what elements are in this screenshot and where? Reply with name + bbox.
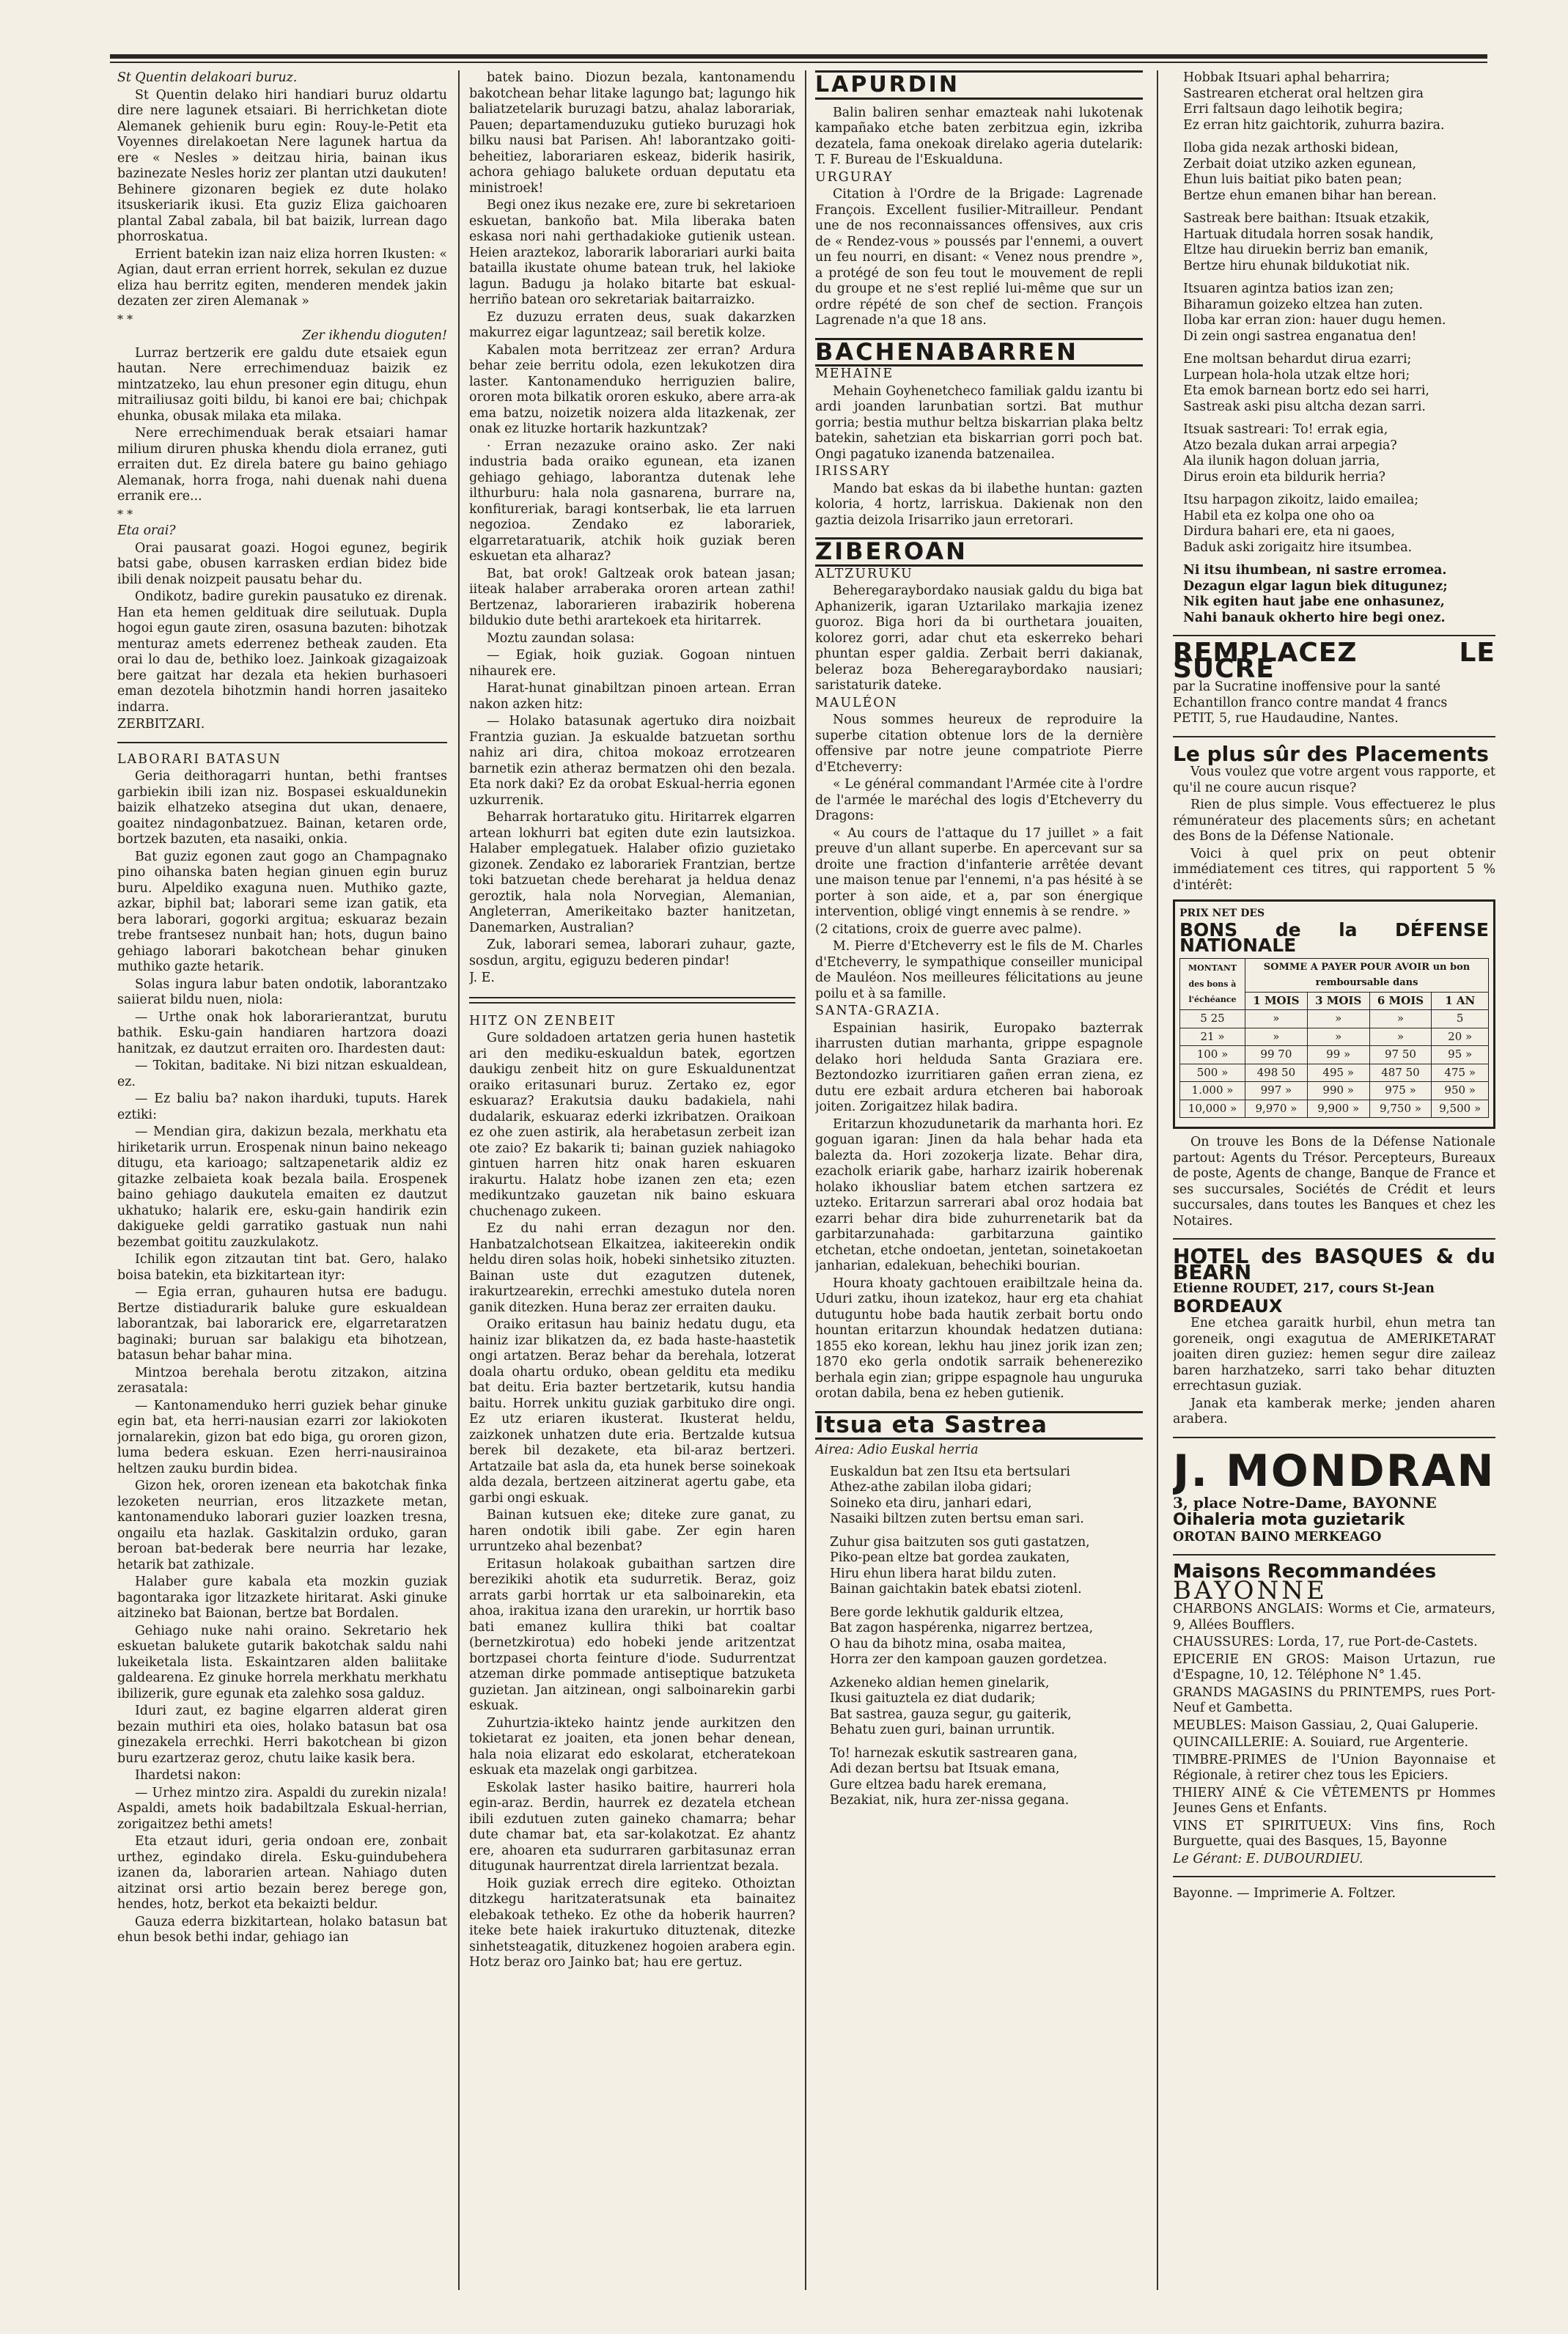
top-rule [110,54,1487,59]
ad-headline: REMPLACEZ LE SUCRE [1173,638,1495,684]
column-3 [815,70,1143,1816]
section-heading: LAPURDIN [815,72,960,97]
subsection-heading: ALTZURUKU [815,566,913,581]
table-cell: » [1245,1010,1308,1028]
table-cell: 487 50 [1369,1064,1432,1082]
paragraph: — Egiak, hoik guziak. Gogoan nintuen nihaurek ere. [469,648,795,679]
paragraph: Geria deithoragarri huntan, bethi frantses garbiekin ibili izan niz. Bospasei eskualdunekin baizik elhatzeko atsegina dut ukan, denaere, goaitez nindagonbatzuez. Bainan, ketaren orde, bortzek bazuten, eta nasaiki, onkia. [117,769,447,847]
paragraph: Bainan kutsuen eke; diteke zure ganat, zu haren ondotik ibili gabe. Zer egin haren urruntzeko ahal bezenbat? [469,1508,795,1554]
table-cell: » [1369,1010,1432,1028]
ad-city: BORDEAUX [1173,1295,1283,1317]
paragraph: Ez du nahi erran dezagun nor den. Hanbatzalchotsean Elkaitzea, iakiteerekin ondik heldu diren solas hoik, hobeki sinhetsiko zituzten. Bainan uste dut ezagutzen dutenek, irakurtzearekin, errechki amestuko dutela noren ganik ditezken. Huna beraz zer erraiten dauku. [469,1221,795,1315]
article-title: Eta orai? [117,523,176,538]
article-title: HITZ ON ZENBEIT [469,1013,616,1028]
paragraph: Mando bat eskas da bi ilabethe huntan: gazten koloria, 4 hortz, larriskua. Dakienak non den gaztia deizola Irisarriko jaun erretorari. [815,481,1143,528]
paragraph: — Urhez mintzo zira. Aspaldi du zurekin nizala! Aspaldi, amets hoik badabiltzala Eskual-herrian, zorigaitzez bethi amets! [117,1785,447,1832]
table-cell: 990 » [1307,1082,1369,1100]
paragraph: On trouve les Bons de la Défense Nationale partout: Agents du Trésor. Percepteurs, Bureaux de poste, Agents de change, Banque de France et ses succursales, Sociétés de Crédit et leurs succursales, dans toutes les Banques et chez les Notaires. [1173,1135,1495,1229]
section-header-box [815,70,1143,100]
column-divider [458,70,460,2290]
bons-title: BONS de la DÉFENSE NATIONALE [1179,918,1489,956]
table-row [1180,1082,1489,1100]
subsection-heading: MEHAINE [815,367,894,381]
section-header-box [815,1411,1143,1440]
paragraph: St Quentin delako hiri handiari buruz oldartu dire nere lagunek etsaiari. Bi herrichketan diote Alemanek gehienik buru egin: Rouy-le-Petit eta Voyennes direlakoetan Nere lagunek hartua da ere « Nesles » deitzau hiria, bainan ikus bazinezate Nesles horiz zer plantan utzi daukuten! Behinere gizonaren begiek ez dute holako itsuskeriarik ikusi. Eta guziz Eliza gaichoaren plantal Zabal zabala, bil bat baizik, lurrean dago phorroskatua. [117,87,447,244]
paragraph: Gehiago nuke nahi oraino. Sekretario hek eskuetan balukete gutarik bakotchak saldu nahi lukeiketala lista. Eskaintzaren alden baliitake galdearena. Ez ginuke horrela merkhatu merkhatu ibilizerik, gure egunak eta zalehko sosa galduz. [117,1623,447,1701]
paragraph: Iduri zaut, ez bagine elgarren alderat giren bezain muthiri eta oies, holako batasun bat osa ginezakela errechki. Herri bakotchean bi gizon buru ezartzeraz geroz, chutu laike kasik bera. [117,1704,447,1766]
table-header: 1 MOIS [1245,992,1308,1010]
ad-headline: Maisons Recommandées [1173,1561,1437,1583]
paragraph: Janak eta kamberak merke; jenden aharen arabera. [1173,1396,1495,1426]
table-cell: » [1307,1010,1369,1028]
subsection-heading: SANTA-GRAZIA. [815,1004,941,1018]
paragraph: Beharrak hortaratuko gitu. Hiritarrek elgarren artean lokhurri bat egiten dute ezin lautsizkoa. Halaber emplegatuek. Halaber ofizio guzietako gizonek. Zendako ez laborariek Frantzian, bertze toki batzuetan chede bereharat ja heldua denaz geroztik, hala nola Norvegian, Alemanian, Angleterran, Amerikeitako bazter hanitzetan, Danemarken, Australian? [469,810,795,935]
divider [1173,1876,1495,1877]
divider [469,997,795,1004]
column-divider [805,70,806,2290]
table-row [1180,1100,1489,1118]
table-cell: 975 » [1369,1082,1432,1100]
table-cell: 95 » [1432,1046,1489,1064]
column-divider [1157,70,1158,2290]
ad-city: BAYONNE [1173,1575,1328,1605]
verse: Zuhur gisa baitzuten sos guti gastatzen, Piko-pean eltze bat gordea zaukaten, Hiru ehun libera harat bildu zuten. Bainan gaichtakin batek ebatsi ziotenl. [830,1534,1090,1597]
table-cell: 1.000 » [1180,1082,1245,1100]
table-row [1180,1010,1489,1028]
verse: Iloba gida nezak arthoski bidean, Zerbait doiat utziko azken egunean, Ehun luis baitiat piko baten pean; Bertze ehun emanen bihar han berean. [1183,141,1437,203]
directory-entry: EPICERIE EN GROS: Maison Urtazun, rue d'Espagne, 10, 12. Téléphone N° 1.45. [1173,1652,1495,1682]
verse: Itsuak sastreari: To! errak egia, Atzo bezala dukan arrai arpegia? Ala ilunik hagon doluan jarria, Dirus eroin eta bildurik herria? [1183,422,1397,485]
gerant-line: Le Gérant: E. DUBOURDIEU. [1173,1851,1363,1866]
table-cell: 498 50 [1245,1064,1308,1082]
table-cell: » [1245,1028,1308,1046]
section-header-box [815,537,1143,567]
paragraph: — Ez baliu ba? nakon iharduki, tuputs. Harek eztiki: [117,1091,447,1122]
table-cell: 495 » [1307,1064,1369,1082]
ad-address: 3, place Notre-Dame, BAYONNE [1173,1493,1437,1512]
paragraph: Mehain Goyhenetcheco familiak galdu izantu bi ardi joanden larunbatian sortzi. Bat muthur gorria; bestia muthur beltza biskarrian plaka beltz batekin, sahetzian eta biskarrian gorri poch bat. Ongi pagatuko izanenda batzenailea. [815,383,1143,462]
table-cell: » [1307,1028,1369,1046]
table-cell: 997 » [1245,1082,1308,1100]
paragraph: « Au cours de l'attaque du 17 juillet » a fait preuve d'un allant superbe. En apercevant sur sa droite une fraction d'infanterie arrêtée devant une maison tenue par l'ennemi, n'a pas hésité à se porter à son aide, et a, par son énergique intervention, obligé vingt ennemis à se rendre. » [815,825,1143,919]
paragraph: — Egia erran, guhauren hutsa ere badugu. Bertze distiadurarik baluke gure eskualdean laborantzak, bai laborarick ere, elgarretaratzen baginaki; buruan sar balakigu eta bihotzean, batasun behar bahar mina. [117,1285,447,1363]
directory-entry: CHARBONS ANGLAIS: Worms et Cie, armateurs, 9, Allées Boufflers. [1173,1602,1495,1632]
ad-text: par la Sucratine inoffensive pour la santé Echantillon franco contre mandat 4 francs PETIT, 5, rue Haudaudine, Nantes. [1173,680,1448,726]
directory-entry: MEUBLES: Maison Gassiau, 2, Quai Galuperie. [1173,1718,1479,1733]
paragraph: Eskolak laster hasiko baitire, haurreri hola egin-araz. Berdin, haurrek ez dezatela etchean ibili ezdutuen zuten gaineko chamarra; behar dute chamar bat, eta sar-kolakotzat. Ez ahantz ere, ahoaren eta sudurraren garbitasunaz erran ditugunak haurrentzat direla larrientzat bezala. [469,1780,795,1874]
paragraph: — Urthe onak hok laborarierantzat, burutu bathik. Esku-gain handiaren hartzora doazi hanitzak, ez dautzut erraiten oro. Ihardesten daut: [117,1009,447,1056]
ad-headline: Le plus sûr des Placements [1173,741,1489,766]
table-cell: 21 » [1180,1028,1245,1046]
table-cell: 9,900 » [1307,1100,1369,1118]
paragraph: Balin baliren senhar emazteak nahi lukotenak kampañako etche baten zerbitzua egin, izkriba dezatela, fama onekoak direlako ageria dutelarik: T. F. Bureau de l'Eskualduna. [815,105,1143,167]
divider [1173,736,1495,737]
ad-subline: Etienne ROUDET, 217, cours St-Jean [1173,1281,1435,1296]
paragraph: Eritarzun khozudunetarik da marhanta hori. Ez goguan igaran: Jinen da hala behar hada eta balezta da. Hori zozokerja lizate. Behar dira, ezacholk eriarik gabe, harharz izairik hoberenak holako ikhousliar batem etchen sartzera ez uzteko. Eritarzun sarrerari abal oroz hodaia bat ezarri behar dira bide zuhurrenetarik bat da garbitarzunahada: garbitarzuna gaintiko etchetan, etche ondoetan, jentetan, soinetakoetan janharian, edalekuan, behechiki bourian. [815,1116,1143,1273]
table-cell: 100 » [1180,1046,1245,1064]
table-cell: 5 25 [1180,1010,1245,1028]
verse: Euskaldun bat zen Itsu eta bertsulari Athez-athe zabilan iloba gidari; Soineko eta diru, janhari edari, Nasaiki biltzen zuten bertsu eman sari. [830,1464,1084,1526]
paragraph: Nere errechimenduak berak etsaiari hamar milium diruren phuska khendu diola erranez, guti erraiten dut. Ez direla batere gu baino gehiago Alemanak, horra froga, nahi duenak nahi duena erranik ere... [117,426,447,504]
article-title: LABORARI BATASUN [117,751,281,767]
verse: Sastreak bere baithan: Itsuak etzakik, Hartuak ditudala horren sosak handik, Eltze hau diruekin berriz ban emanik, Bertze hiru ehunak bildukotiat nik. [1183,211,1434,273]
ad-subline: OROTAN BAINO MERKEAGO [1173,1529,1382,1545]
directory-entry: GRANDS MAGASINS du PRINTEMPS, rues Port-Neuf et Gambetta. [1173,1685,1495,1715]
poem-air: Airea: Adio Euskal herria [815,1443,979,1457]
paragraph: Oraiko eritasun hau bainiz hedatu dugu, eta hainiz izar blikatzen da, ez bada haste-haastetik ongi artatzen. Beraz behar da berehala, lotzerat doala ohartu orduko, obean gelditu eta mediku bat deitu. Eria bazter bertzetarik, kutsu handia baitu. Horrek unkitu guziak garbituko dire ongi. Ez utz eriaren ikusterat. Ikusterat heldu, zaizkonek unhatzen dute eria. Bertzalde kutsua berek bil dezakete, eta bil-araz bertzeri. Artatzaile bat asla da, eta hunek berse soinekoak alda dezala, bertzeen aitzinerat agertu gabe, eta garbi ongi eskuak. [469,1317,795,1506]
paragraph: Kabalen mota berritzeaz zer erran? Ardura behar zeie berritu odola, ezen lekukotzen dira laster. Kantonamenduko herriguzien balire, ororen mota bilkatik ororen eskuko, abere arra-ak ema batzu, noizetik noizera alda litazkenak, zer onak ez lituzke hortarik hazkuntzak? [469,342,795,436]
verse: To! harnezak eskutik sastrearen gana, Adi dezan bertsu bat Itsuak emana, Gure eltzea badu harek eremana, Bezakiat, nik, hura zer-nissa gegana. [830,1745,1078,1808]
paragraph: Vous voulez que votre argent vous rapporte, et qu'il ne coure aucun risque? [1173,765,1495,795]
table-header: 6 MOIS [1369,992,1432,1010]
divider [1173,635,1495,636]
paragraph: Mintzoa berehala berotu zitzakon, aitzina zerasatala: [117,1365,447,1396]
paragraph: Eta etzaut iduri, geria ondoan ere, zonbait urthez, egindako direla. Esku-guindubehera izanen da, laborarien artean. Nahiago duten aitzinat orsi artio bezain berez berege gon, hendes, hotz, berkot eta bekaizti beldur. [117,1834,447,1912]
paragraph: Zuhurtzia-ikteko haintz jende aurkitzen den tokietarat ez joaiten, eta jonen behar denean, hala noia elizarat edo eskolarat, etcheratekoan eskuak eta mazelak ongi garbitzea. [469,1715,795,1778]
directory-list [1173,1602,1495,1850]
paragraph: Bat guziz egonen zaut gogo an Champagnako pino oihanska baten hegian ginuen egin buruz buru. Alpeldiko exaguna nuen. Muthiko gazte, azkar, biphil bat; laborari seme izan gatik, eta bera laborari, gogorki argitua; eskuaraz bezain trebe frantsesez nunbait han; hots, dugun baino gehiago laborari bakotchean behar ginuken muthiko gazte hetarik. [117,849,447,974]
table-cell: 10,000 » [1180,1100,1245,1118]
poem [815,1465,1143,1809]
article-signature: J. E. [469,971,495,985]
column-1 [117,70,447,1948]
paragraph: Rien de plus simple. Vous effectuerez le plus rémunérateur des placements sûrs; en achetant des Bons de la Défense Nationale. [1173,798,1495,844]
paragraph: Harat-hunat ginabiltzan pinoen artean. Erran nakon azken hitz: [469,681,795,712]
paragraph: Ondikotz, badire gurekin pausatuko ez direnak. Han eta hemen geldituak dire seilutuak. Dupla hogoi egun gaute ziren, osasuna bazuten: bihotzak menturaz amets ederrenez betheak zauden. Eta orai lo dau de, bethiko loez. Jainkoak gizagaizoak bere gaitzat har dezala eta hekien burhasoeri eman dezotela bihotzmin handi horren jasaiteko indarra. [117,589,447,715]
verse: Itsuaren agintza batios izan zen; Biharamun goizeko eltzea han zuten. Iloba kar erran zion: hauer dugu hemen. Di zein ongi sastrea enganatua den! [1183,281,1446,344]
table-header: MONTANT des bons à l'échéance [1180,958,1245,1010]
section-header-box [815,338,1143,367]
paragraph: — Mendian gira, dakizun bezala, merkhatu eta hiriketarik urrun. Erospenak ninun baino nekeago ditugu, eta karioago; saltzapenetarik aldiz ez gitazke zelbaieta koak bezala baila. Erospenek baino gehiago daukutela emaiten ez dautzut ukhatuko; halarik ere, esku-gain handirik ezin dakigueke geldi garratiko gastuak nun nahi bezembat goititu zauzkulakotz. [117,1124,447,1250]
table-cell: 9,500 » [1432,1100,1489,1118]
verse: Hobbak Itsuari aphal beharrira; Sastrearen etcherat oral heltzen gira Erri faltsaun dago leihotik begira; Ez erran hitz gaichtorik, zuhurra bazira. [1183,70,1445,133]
paragraph: M. Pierre d'Etcheverry est le fils de M. Charles d'Etcheverry, le sympathique conseiller municipal de Mauléon. Nos meilleures félicitations au jeune poilu et à sa famille. [815,939,1143,1001]
ad-subline: Oihaleria mota guzietarik [1173,1511,1405,1529]
verse: Ni itsu ihumbean, ni sastre erromea. Dezagun elgar lagun biek ditugunez; Nik egiten haut jabe ene onhasunez, Nahi banauk okherto hire begi onez. [1183,563,1448,625]
bons-price-table [1179,958,1489,1119]
subsection-heading: URGURAY [815,169,894,185]
table-cell: 9,970 » [1245,1100,1308,1118]
paragraph: Hoik guziak errech dire egiteko. Othoiztan ditzkegu haritzateratsunak eta bainaitez elebakoak tetheko. Ez othe da hoberik haurren? iteke bete haiek irakurtuko dituztenak, ditezke sinhetsteagatik, dituzkenez hogoien arabera egin. Hotz beraz oro Jainko bat; hau ere gertuz. [469,1876,795,1970]
paragraph: Errient batekin izan naiz eliza horren Ikusten: « Agian, daut erran errient horrek, sekulan ez duzue eliza hau berritz egiten, menderen mendek jakin dezaten zer ziren Alemanak » [117,246,447,309]
article-signature: ZERBITZARI. [117,717,205,732]
paragraph: — Kantonamenduko herri guziek behar ginuke egin bat, eta herri-nausian ezarri zor lakiokoten jornalarekin, gizon bat edo biga, gu ororen gizon, luma bedera eskuan. Ezen herri-nausirainoa heltzen zauku burdin bidea. [117,1398,447,1476]
paragraph: Bat, bat orok! Galtzeak orok batean jasan; iiteak halaber arraberaka ororen artean zathi! Bertzenaz, laborarieren irabazirik hoberena bildukio dute bethi arartekoek eta hiritarrek. [469,566,795,628]
paragraph: Gure soldadoen artatzen geria hunen hastetik ari den mediku-eskualdun batek, egortzen daukigu zenbeit hitz on gure Eskualdunentzat oraiko eritasunari buruz. Zertako ez, egor eskuaraz? Erakutsia dauku badakiela, nahi dudalarik, eskuaraz ederki izkribatzen. Oraikoan ez ohe zuen astirik, ala herabetasun zerbeit izan ote zaio? Ez bakarik ti; bainan guziek nahiagoko gintuen harren hitz onak haren eskuaren irakurtu. Halatz hobe izanen zen eta; ezen medikuntzako gauzetan nik baino eskuara chuchenago zukeen. [469,1031,795,1219]
table-row [1180,1064,1489,1082]
table-row [1180,1028,1489,1046]
paragraph: Ihardetsi nakon: [135,1768,241,1783]
bons-prix-label: PRIX NET DES [1179,908,1265,919]
divider [1173,1238,1495,1240]
table-cell: 97 50 [1369,1046,1432,1064]
section-separator: * * [117,507,133,521]
table-header: SOMME A PAYER POUR AVOIR un bon remboursable dans [1245,958,1489,992]
paragraph: Ichilik egon zitzautan tint bat. Gero, halako boisa batekin, eta bizkitartean ityr: [117,1252,447,1283]
paragraph: Gizon hek, ororen izenean eta bakotchak finka lezoketen neurrian, eros litzazkete metan, kantonamenduko laborari guzier loazken tresna, ongailu eta hazlak. Gaskitalzin orduko, garan beroan bat-bederak bere neurria har lezake, hetarik bat zathizale. [117,1479,447,1572]
table-cell: 20 » [1432,1028,1489,1046]
paragraph: Ez duzuzu erraten deus, suak dakarzken makurrez eigar laguntzeaz; sail beretik kolze. [469,309,795,340]
paragraph: « Le général commandant l'Armée cite à l'ordre de l'armée le maréchal des logis d'Etcheverry du Dragons: [815,777,1143,823]
divider [1173,1437,1495,1438]
column-4 [1173,70,1495,1904]
bons-table-box [1173,899,1495,1129]
paragraph: Gauza ederra bizkitartean, holako batasun bat ehun besok bethi indar, gehiago ian [117,1914,447,1945]
verse: Bere gorde lekhutik galdurik eltzea, Bat zagon haspérenka, nigarrez bertzea, O hau da bihotz mina, osaba maitea, Horra zer den kampoan gauzen gordetzea. [830,1605,1108,1667]
section-heading: ZIBEROAN [815,537,968,565]
directory-entry: QUINCAILLERIE: A. Souiard, rue Argenterie. [1173,1735,1469,1750]
divider [1173,1554,1495,1556]
table-cell: 5 [1432,1010,1489,1028]
divider [117,742,447,743]
table-cell: 475 » [1432,1064,1489,1082]
paragraph: (2 citations, croix de guerre avec palme). [815,921,1082,937]
paragraph: Espainian hasirik, Europako bazterrak iharrusten dutian marhanta, grippe espagnole delako hori helduda Santa Graziara ere. Beztondozko izurritiaren gañen erran ziena, ez dutu ere ezbait ardura etcheren bai haboroak joiten. Zorigaitzez hilak badira. [815,1020,1143,1114]
verse: Itsu harpagon zikoitz, laido emailea; Habil eta ez kolpa one oho oa Dirdura bahari ere, eta ni gaoes, Baduk aski zorigaitz hire itsumbea. [1183,493,1419,555]
paragraph: — Holako batasunak agertuko dira noizbait Frantzia guzian. Ja eskualde batzuetan sorthu nahiz ari dira, chitoa mokoaz errotzearen barnetik ezin atheraz bermatzen ohi den bezala. Eta nork daki? Ez da orobat Eskual-herria egonen uzkurrenik. [469,714,795,808]
paragraph: Begi onez ikus nezake ere, zure bi sekretarioen eskuetan, bankoño bat. Mila liberaka baten eskasa nori nahi gerthadakioke gutienik ustean. Heien araztekoz, laborarik laborariari aurki baita batailla ikustate ohume batean truk, hel lakioke lagun. Badugu ja holako bitarte bat eskual-herriño batean oro sekretariak baitarraizko. [469,198,795,307]
paragraph: · Erran nezazuke oraino asko. Zer naki industria bada oraiko egunean, eta izanen gehiago gehiago, laborantza dutenak lehe ilthurburu: hala nola gasnarena, burrare na, konfitureriak, baragi kontserbak, lie eta larruen negozioa. Zendako ez laborariek, elgarretaratuarik, atchik hoik guziak beren eskuetan eta alharaz? [469,438,795,564]
ad-headline: J. MONDRAN [1173,1445,1495,1497]
table-cell: 99 70 [1245,1046,1308,1064]
directory-entry: CHAUSSURES: Lorda, 17, rue Port-de-Castets. [1173,1635,1478,1649]
paragraph: Zuk, laborari semea, laborari zuhaur, gazte, sosdun, argitu, egiguzu bederen pindar! [469,938,795,968]
printer-line: Bayonne. — Imprimerie A. Foltzer. [1173,1886,1396,1901]
directory-entry: THIERY AINÉ & Cie VÊTEMENTS pr Hommes Jeunes Gens et Enfants. [1173,1785,1495,1816]
table-cell: 99 » [1307,1046,1369,1064]
subsection-heading: IRISSARY [815,464,891,479]
paragraph: Solas ingura labur baten ondotik, laborantzako saiierat bildu nuen, niola: [117,976,447,1007]
paragraph: Nous sommes heureux de reproduire la superbe citation obtenue lors de la dernière offensive par notre jeune compatriote Pierre d'Etcheverry: [815,713,1143,775]
subsection-heading: MAULÉON [815,695,898,710]
table-cell: » [1369,1028,1432,1046]
table-cell: 950 » [1432,1082,1489,1100]
section-separator: * * [117,312,133,326]
poem-continued [1173,70,1495,626]
paragraph: Voici à quel prix on peut obtenir immédiatement ces titres, qui rapportent 5 % d'intérêt: [1173,846,1495,893]
paragraph: Beheregaraybordako nausiak galdu du biga bat Aphanizerik, igaran Uztarilako markajia izenez guoroz. Biga hori da bi ourthetara jouaiten, kolorez gorri, adar chut eta eskerreko behari phuntan esper galdia. Zerbait berri dakianak, beleraz boza Beheregaraybordako nausiari; saristaturik dateke. [815,584,1143,693]
paragraph: Halaber gure kabala eta mozkin guziak bagontaraka igor litzazkete hiritarat. Aski ginuke aitzineko bat Baionan, bertze bat Bordalen. [117,1575,447,1621]
table-header: 3 MOIS [1307,992,1369,1010]
verse: Azkeneko aldian hemen ginelarik, Ikusi gaituztela ez diat dudarik; Bat sastrea, gauza segur, gu gaiterik, Behatu zuen guri, bainan urruntik. [830,1675,1072,1737]
table-header: 1 AN [1432,992,1489,1010]
paragraph: Orai pausarat goazi. Hogoi egunez, begirik batsi gabe, obusen karrasken erdian bidez bide ibili denak noizpeit pausatu behar du. [117,540,447,587]
verse: Ene moltsan behardut dirua ezarri; Lurpean hola-hola utzak eltze hori; Eta emok barnean bortz edo sei harri, Sastreak aski pisu altcha dezan sarri. [1183,352,1429,414]
ad-headline: HOTEL des BASQUES & du BEARN [1173,1244,1495,1284]
column-2 [469,70,795,1973]
top-rule-thin [110,62,1487,63]
paragraph: — Tokitan, baditake. Ni bizi nitzan eskualdean, ez. [117,1059,447,1089]
table-row [1180,1046,1489,1064]
article-title: St Quentin delakoari buruz. [117,70,298,85]
poem-title: Itsua eta Sastrea [815,1411,1048,1438]
paragraph: Citation à l'Ordre de la Brigade: Lagrenade François. Excellent fusilier-Mitrailleur. Pendant une de nos reconnaissances offensives, aux cris de « Rendez-vous » poussés par l'ennemi, a ouvert un feu nourri, en disant: « Venez nous prendre », a protégé de son feu tout le mouvement de repli du groupe et ne s'est replié lui-même que sur un ordre répété de son chef de section. François Lagrenade n'a que 18 ans. [815,187,1143,328]
article-title: Zer ikhendu dioguten! [302,328,447,343]
paragraph: Ene etchea garaitk hurbil, ehun metra tan goreneik, ongi exagutua de AMERIKETARAT joaiten diren guziez: hemen segur dire zaileaz baren harzhatzeko, sarri tako behar dituzten errechtasun guziak. [1173,1316,1495,1394]
paragraph: Eritasun holakoak gubaithan sartzen dire berezikiki ahotik eta sudurretik. Beraz, goiz arrats garbi horrtak ur eta salboinarekin, eta ahoa, irakitua izana den urarekin, ur horrtik baso bati emanez kullira thiki bat coaltar (bernetzkirotua) edo hobeki jende aritzentzat bortzpasei chorta feinture d'iode. Sudurrentzat atzeman dirke pommade antiseptique batzuketa guzietan. Jan aitzinean, ongi salboinarekin garbi eskuak. [469,1556,795,1713]
directory-entry: VINS ET SPIRITUEUX: Vins fins, Roch Burguette, quai des Basques, 15, Bayonne [1173,1818,1495,1849]
table-cell: 9,750 » [1369,1100,1432,1118]
table-cell: 500 » [1180,1064,1245,1082]
paragraph: Houra khoaty gachtouen eraibiltzale heina da. Uduri zatku, ihoun izatekoz, haur erg eta chahiat dutuguntu hobe bada hautik zerbait bortu ondo hountan eritarzun khoundak hedatzen dutiana: 1855 eko korean, lekhu hau jinez jorik izan zen; 1870 eko gerla ondotik sarraik behenereziko berhala egin zian; grippe espagnole hau unguruka orotan dabila, bena ez heben gutienik. [815,1275,1143,1401]
directory-entry: TIMBRE-PRIMES de l'Union Bayonnaise et Régionale, à retirer chez tous les Epiciers. [1173,1752,1495,1783]
paragraph: Lurraz bertzerik ere galdu dute etsaiek egun hautan. Nere errechimenduaz baizik ez mintzatzeko, lau ehun presoner egin ditugu, ehun mitrailiusaz goiti bildu, bi kanoi ere bai; chichpak ehunka, obusak milaka eta milaka. [117,345,447,424]
paragraph: batek baino. Diozun bezala, kantonamendu bakotchean behar litake lagungo bat; lagungo hik baliatzetelarik buruzagi batzu, ahalaz laborariak, Pauen; departamenduzuku gutieko buruzagi hok bilku nausi bat Parisen. Ah! laborantzako goiti-beheitiez, laborariaren eskeaz, biderik hasirik, achora gehiago balukete orduan deputatu eta ministroek! [469,70,795,196]
paragraph: Moztu zaundan solasa: [487,630,635,646]
section-heading: BACHENABARREN [815,337,1078,366]
